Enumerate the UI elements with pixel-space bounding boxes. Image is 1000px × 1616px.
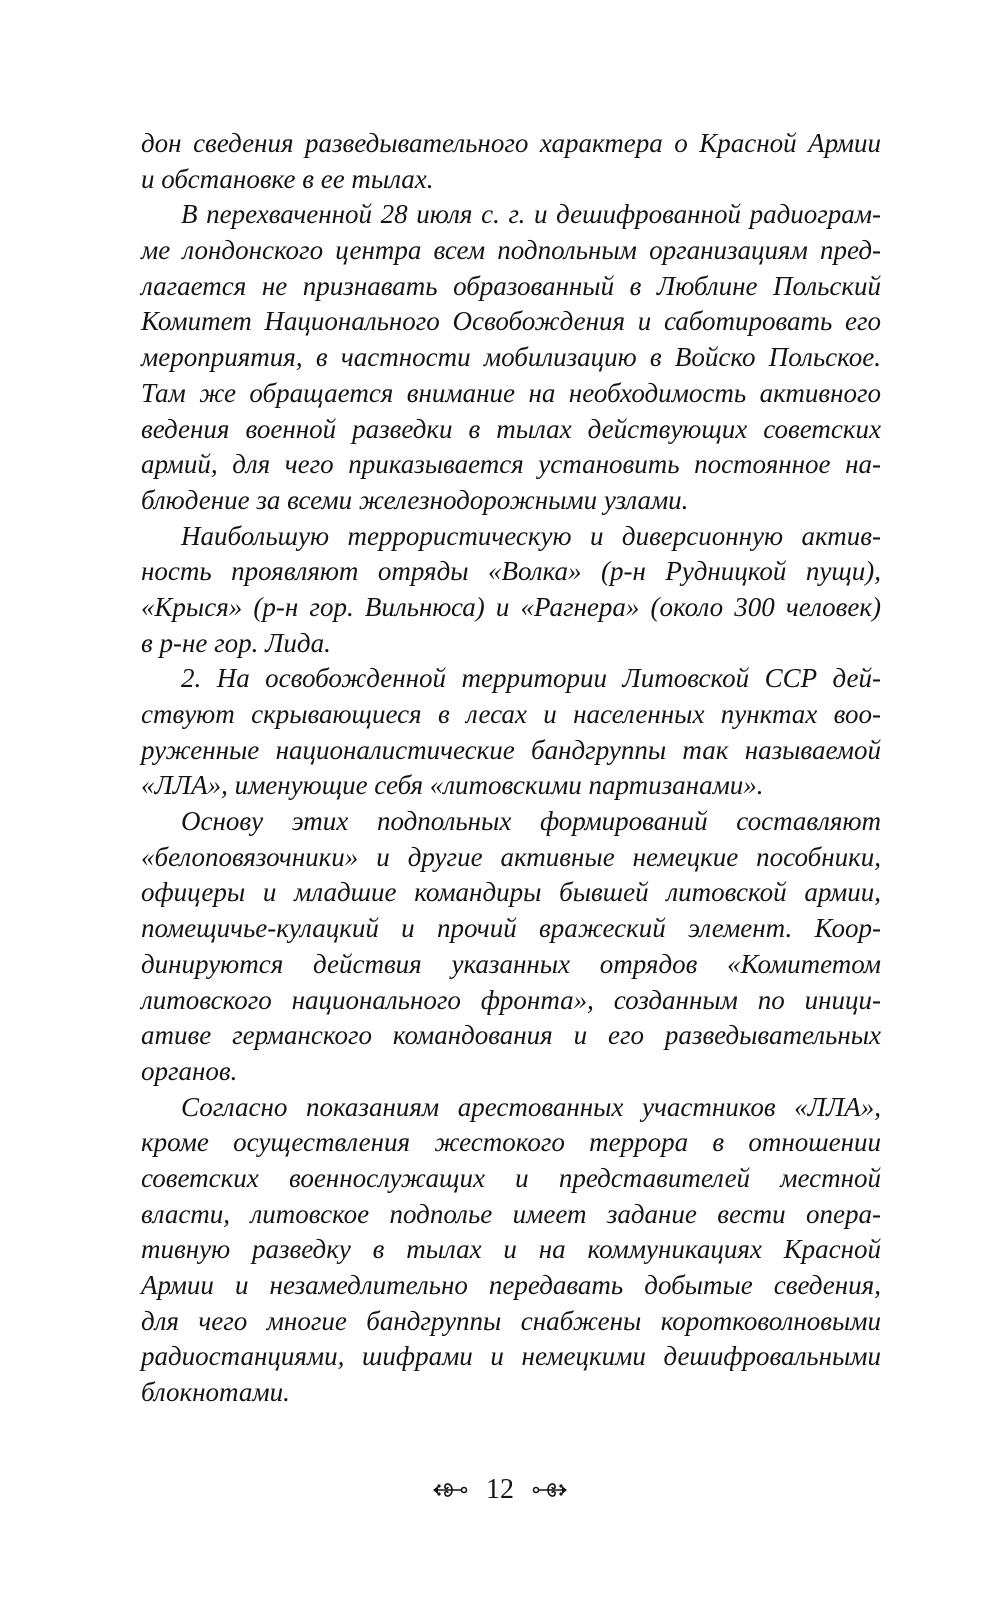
text-line: тивную разведку в тылах и на коммуникациях Красной — [141, 1234, 881, 1265]
text-line: Комитет Национального Освобождения и саботировать его — [141, 306, 881, 337]
text-line: Там же обращается внимание на необходимость активного — [141, 377, 881, 408]
text-line: лагается не признавать образованный в Люблине Польский — [141, 270, 881, 301]
paragraph — [141, 519, 881, 662]
left-flourish-icon — [432, 1477, 468, 1503]
text-line: Согласно показаниям арестованных участников «ЛЛА», — [181, 1091, 881, 1122]
text-line: дон сведения разведывательного характера о Красной Армии — [141, 128, 881, 158]
text-line: «Крыся» (р-н гор. Вильнюса) и «Рагнера» (около 300 человек) — [141, 591, 881, 622]
paragraph — [141, 804, 881, 1090]
text-line: динируются действия указанных отрядов «Комитетом — [141, 948, 881, 979]
text-line: кроме осуществления жестокого террора в отношении — [141, 1127, 881, 1158]
text-line: литовского национального фронта», созданным по иници- — [141, 984, 881, 1015]
text-line: ведения военной разведки в тылах действующих советских — [141, 413, 881, 444]
text-line: ативе германского командования и его разведывательных — [141, 1020, 881, 1051]
right-flourish-icon — [532, 1477, 568, 1503]
page-body-text — [141, 126, 881, 1411]
paragraph — [141, 661, 881, 804]
text-line: руженные националистические бандгруппы так называемой — [141, 734, 881, 765]
text-line: ствуют скрывающиеся в лесах и населенных пунктах воо- — [141, 699, 881, 729]
text-line: советских военнослужащих и представителей местной — [141, 1162, 881, 1193]
text-line: мероприятия, в частности мобилизацию в Войско Польское. — [141, 342, 881, 373]
paragraph — [141, 1090, 881, 1411]
text-line: для чего многие бандгруппы снабжены коротковолновыми — [141, 1305, 881, 1336]
page-footer — [0, 1474, 1000, 1506]
text-line: Армии и незамедлительно передавать добытые сведения, — [141, 1270, 881, 1300]
text-line: «ЛЛА», именующие себя «литовскими партизанами». — [141, 770, 764, 801]
text-line: радиостанциями, шифрами и немецкими дешифровальными — [141, 1341, 881, 1372]
text-line: ме лондонского центра всем подпольным организациям пред- — [141, 235, 881, 266]
text-line: власти, литовское подполье имеет задание вести опера- — [141, 1198, 881, 1229]
text-line: органов. — [141, 1055, 238, 1086]
text-line: офицеры и младшие командиры бывшей литовской армии, — [141, 877, 881, 908]
text-line: блюдение за всеми железнодорожными узлами. — [141, 484, 689, 515]
text-line: в р-не гор. Лида. — [141, 627, 331, 658]
text-line: армий, для чего приказывается установить постоянное на- — [141, 449, 881, 480]
text-line: блокнотами. — [141, 1377, 290, 1408]
text-line: и обстановке в ее тылах. — [141, 163, 434, 194]
text-line: Наибольшую террористическую и диверсионную актив- — [181, 520, 881, 551]
page-number: 12 — [486, 1474, 514, 1505]
text-line: В перехваченной 28 июля с. г. и дешифрованной радиограм- — [181, 199, 881, 230]
paragraph — [141, 126, 881, 197]
text-line: ность проявляют отряды «Волка» (р-н Рудницкой пущи), — [141, 556, 881, 587]
text-line: Основу этих подпольных формирований составляют — [181, 806, 881, 837]
paragraph — [141, 197, 881, 518]
text-line: «белоповязочники» и другие активные немецкие пособники, — [141, 841, 881, 872]
text-line: помещичье-кулацкий и прочий вражеский элемент. Коор- — [141, 913, 881, 944]
text-line: 2. На освобожденной территории Литовской ССР дей- — [181, 663, 881, 694]
